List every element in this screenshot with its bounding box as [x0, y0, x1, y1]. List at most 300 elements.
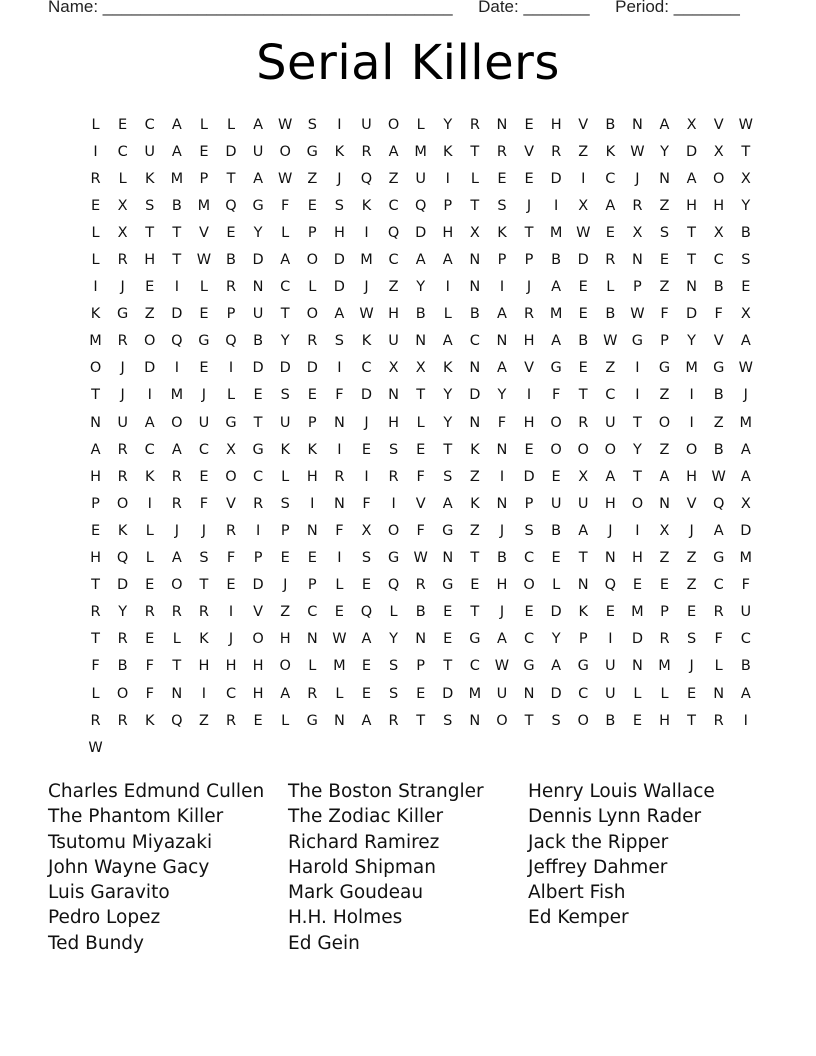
grid-letter: M: [685, 360, 698, 377]
grid-letter: W: [630, 143, 645, 160]
grid-letter: B: [605, 116, 616, 133]
grid-letter: C: [225, 685, 237, 702]
grid-letter: Y: [443, 414, 453, 431]
grid-letter: Q: [171, 712, 183, 729]
grid-letter: A: [280, 252, 291, 269]
grid-letter: U: [361, 116, 372, 133]
grid-letter: A: [740, 685, 751, 702]
grid-letter: V: [253, 604, 264, 621]
grid-letter: I: [93, 279, 98, 296]
grid-letter: N: [496, 495, 508, 512]
grid-letter: A: [361, 631, 372, 648]
grid-letter: O: [658, 414, 671, 431]
grid-letter: R: [117, 631, 128, 648]
grid-letter: P: [307, 577, 317, 594]
grid-letter: J: [689, 658, 694, 675]
grid-letter: X: [713, 224, 724, 241]
grid-letter: A: [496, 360, 507, 377]
grid-letter: T: [145, 224, 155, 241]
period-field-label: Period: _______: [615, 0, 740, 16]
word-bank-item: Luis Garavito: [48, 882, 170, 904]
grid-letter: I: [337, 116, 342, 133]
grid-letter: F: [416, 468, 425, 485]
grid-letter: E: [361, 658, 372, 675]
grid-letter: N: [496, 333, 508, 350]
grid-letter: T: [91, 577, 100, 594]
grid-letter: L: [91, 224, 100, 241]
grid-letter: S: [280, 495, 290, 512]
grid-letter: N: [388, 387, 399, 404]
grid-letter: B: [415, 306, 426, 323]
grid-letter: S: [388, 685, 399, 702]
grid-letter: L: [199, 116, 208, 133]
grid-letter: Q: [414, 197, 427, 214]
word-bank-item: H.H. Holmes: [288, 907, 403, 929]
grid-letter: H: [442, 224, 454, 241]
grid-letter: T: [470, 197, 480, 214]
grid-letter: O: [550, 441, 562, 458]
grid-letter: Q: [360, 170, 373, 187]
grid-letter: N: [577, 577, 589, 594]
grid-letter: J: [283, 577, 288, 594]
word-bank-item: The Phantom Killer: [48, 806, 224, 828]
grid-letter: Y: [416, 279, 426, 296]
grid-letter: S: [334, 197, 344, 214]
grid-letter: K: [443, 143, 453, 160]
grid-letter: E: [524, 170, 534, 187]
grid-letter: T: [470, 550, 480, 567]
grid-letter: I: [499, 279, 505, 296]
grid-letter: U: [740, 604, 752, 621]
grid-letter: R: [307, 685, 318, 702]
grid-letter: N: [333, 495, 345, 512]
grid-letter: X: [659, 522, 670, 539]
grid-letter: D: [686, 143, 698, 160]
page-title: Serial Killers: [256, 35, 560, 91]
grid-letter: M: [631, 604, 644, 621]
grid-letter: C: [469, 333, 480, 350]
grid-letter: H: [90, 550, 101, 567]
grid-letter: Q: [360, 604, 373, 621]
grid-letter: R: [388, 712, 399, 729]
grid-letter: L: [91, 685, 100, 702]
grid-letter: O: [116, 685, 129, 702]
grid-letter: K: [280, 441, 290, 458]
grid-letter: E: [361, 577, 372, 594]
grid-letter: B: [415, 604, 426, 621]
grid-letter: X: [117, 224, 128, 241]
grid-letter: F: [335, 522, 344, 539]
grid-letter: U: [577, 495, 589, 512]
grid-letter: C: [144, 116, 155, 133]
grid-letter: Q: [712, 495, 725, 512]
grid-letter: N: [90, 414, 101, 431]
grid-letter: W: [88, 739, 103, 756]
grid-letter: F: [335, 387, 344, 404]
grid-letter: J: [120, 387, 125, 404]
grid-letter: H: [388, 414, 400, 431]
grid-letter: W: [603, 333, 618, 350]
grid-letter: S: [280, 387, 290, 404]
grid-letter: P: [226, 306, 236, 323]
grid-letter: H: [225, 658, 237, 675]
grid-letter: U: [388, 333, 399, 350]
grid-letter: W: [278, 116, 293, 133]
grid-letter: I: [255, 522, 261, 539]
grid-letter: J: [499, 604, 505, 621]
grid-letter: U: [550, 495, 562, 512]
grid-letter: U: [198, 414, 210, 431]
grid-letter: Z: [388, 279, 399, 296]
grid-letter: E: [226, 224, 236, 241]
grid-letter: E: [524, 441, 534, 458]
grid-letter: C: [253, 468, 264, 485]
grid-letter: R: [713, 604, 724, 621]
grid-letter: T: [199, 577, 209, 594]
grid-letter: V: [226, 495, 236, 512]
grid-letter: L: [281, 712, 290, 729]
grid-letter: T: [524, 712, 534, 729]
grid-letter: H: [523, 333, 535, 350]
grid-letter: C: [388, 197, 399, 214]
grid-letter: Z: [578, 143, 589, 160]
grid-letter: T: [253, 414, 263, 431]
grid-letter: S: [388, 441, 399, 458]
grid-letter: U: [605, 414, 616, 431]
grid-letter: I: [689, 387, 694, 404]
grid-letter: I: [635, 387, 640, 404]
name-field-label: Name: _____________________________________: [48, 0, 453, 16]
grid-letter: I: [445, 170, 450, 187]
grid-letter: U: [415, 170, 426, 187]
grid-letter: A: [496, 306, 507, 323]
grid-letter: M: [658, 658, 671, 675]
grid-letter: V: [578, 116, 589, 133]
grid-letter: J: [526, 279, 532, 296]
grid-letter: A: [496, 631, 507, 648]
grid-letter: D: [117, 577, 129, 594]
grid-letter: K: [144, 170, 155, 187]
grid-letter: B: [605, 712, 616, 729]
grid-letter: T: [578, 387, 588, 404]
grid-letter: O: [116, 495, 129, 512]
grid-letter: Q: [225, 333, 237, 350]
grid-letter: H: [713, 197, 725, 214]
grid-letter: E: [90, 522, 101, 539]
grid-letter: E: [470, 577, 480, 594]
grid-letter: C: [307, 604, 318, 621]
grid-letter: K: [117, 522, 128, 539]
grid-letter: R: [171, 604, 182, 621]
grid-letter: I: [228, 360, 234, 377]
grid-letter: M: [549, 306, 563, 323]
grid-letter: L: [91, 252, 100, 269]
grid-letter: D: [333, 252, 345, 269]
grid-letter: O: [496, 712, 508, 729]
grid-letter: H: [198, 658, 210, 675]
grid-letter: F: [362, 495, 371, 512]
grid-letter: L: [335, 685, 344, 702]
grid-letter: E: [443, 631, 453, 648]
grid-letter: W: [359, 306, 374, 323]
grid-letter: P: [253, 550, 263, 567]
grid-letter: N: [469, 414, 481, 431]
grid-letter: N: [686, 279, 698, 296]
grid-letter: G: [713, 360, 725, 377]
grid-letter: E: [307, 197, 317, 214]
grid-letter: O: [279, 143, 291, 160]
grid-letter: A: [551, 658, 562, 675]
grid-letter: L: [145, 550, 154, 567]
grid-letter: B: [713, 387, 724, 404]
grid-letter: E: [199, 468, 209, 485]
grid-letter: T: [172, 252, 182, 269]
grid-letter: S: [145, 197, 155, 214]
grid-letter: I: [743, 712, 748, 729]
grid-letter: E: [659, 252, 670, 269]
grid-letter: K: [443, 360, 453, 377]
grid-letter: T: [172, 658, 182, 675]
grid-letter: U: [279, 414, 291, 431]
word-bank-item: John Wayne Gacy: [48, 856, 210, 878]
grid-letter: R: [605, 252, 616, 269]
grid-letter: C: [740, 631, 751, 648]
grid-letter: L: [714, 658, 723, 675]
grid-letter: L: [226, 387, 236, 404]
grid-letter: A: [253, 170, 264, 187]
grid-letter: R: [578, 414, 589, 431]
grid-letter: G: [252, 197, 264, 214]
grid-letter: Y: [632, 441, 642, 458]
word-bank-item: Jeffrey Dahmer: [528, 856, 668, 878]
grid-letter: I: [635, 522, 640, 539]
grid-letter: E: [497, 170, 507, 187]
grid-letter: Z: [144, 306, 155, 323]
grid-letter: I: [689, 414, 694, 431]
grid-letter: A: [442, 333, 453, 350]
grid-letter: R: [469, 116, 480, 133]
grid-letter: K: [199, 631, 209, 648]
grid-letter: T: [226, 170, 236, 187]
grid-letter: T: [470, 143, 480, 160]
grid-letter: A: [713, 522, 724, 539]
grid-letter: D: [279, 360, 291, 377]
grid-letter: J: [228, 631, 234, 648]
grid-letter: Z: [659, 550, 670, 567]
grid-letter: S: [659, 224, 670, 241]
grid-letter: A: [361, 712, 372, 729]
grid-letter: A: [415, 252, 426, 269]
word-bank-item: Dennis Lynn Rader: [528, 806, 702, 828]
grid-letter: Y: [443, 387, 453, 404]
grid-letter: O: [685, 441, 698, 458]
grid-letter: N: [659, 170, 670, 187]
grid-letter: O: [387, 116, 400, 133]
grid-letter: B: [496, 550, 507, 567]
grid-letter: I: [201, 685, 207, 702]
grid-letter: B: [740, 658, 751, 675]
grid-letter: R: [225, 712, 237, 729]
grid-letter: R: [171, 468, 182, 485]
grid-letter: E: [361, 441, 372, 458]
grid-letter: E: [307, 550, 317, 567]
grid-letter: A: [442, 252, 453, 269]
grid-letter: L: [172, 631, 181, 648]
grid-letter: Q: [387, 224, 400, 241]
grid-letter: I: [364, 468, 369, 485]
grid-letter: N: [469, 252, 481, 269]
grid-letter: F: [551, 387, 561, 404]
grid-letter: E: [551, 550, 561, 567]
grid-letter: W: [630, 306, 645, 323]
grid-letter: W: [711, 468, 726, 485]
grid-letter: D: [252, 360, 264, 377]
grid-letter: C: [523, 631, 535, 648]
grid-letter: O: [306, 306, 318, 323]
grid-letter: M: [414, 143, 427, 160]
grid-letter: C: [117, 143, 128, 160]
grid-letter: P: [524, 252, 534, 269]
grid-letter: I: [228, 604, 234, 621]
grid-letter: Z: [659, 387, 670, 404]
word-bank-item: Ted Bundy: [48, 932, 144, 954]
grid-letter: N: [171, 685, 183, 702]
grid-letter: R: [117, 468, 128, 485]
grid-letter: L: [308, 658, 317, 675]
grid-letter: Y: [118, 604, 128, 621]
grid-letter: J: [120, 360, 125, 377]
grid-letter: S: [388, 658, 399, 675]
grid-letter: Q: [171, 333, 183, 350]
grid-letter: O: [252, 631, 264, 648]
grid-letter: Y: [443, 116, 453, 133]
grid-letter: A: [90, 441, 101, 458]
grid-letter: H: [686, 468, 698, 485]
grid-letter: S: [334, 333, 344, 350]
grid-letter: D: [577, 252, 589, 269]
grid-letter: L: [335, 577, 344, 594]
grid-letter: N: [333, 712, 345, 729]
grid-letter: E: [632, 577, 642, 594]
grid-letter: A: [578, 522, 589, 539]
grid-letter: T: [416, 712, 426, 729]
grid-letter: V: [524, 143, 534, 160]
grid-letter: F: [660, 306, 669, 323]
grid-letter: A: [740, 441, 751, 458]
grid-letter: Y: [253, 224, 263, 241]
grid-letter: A: [605, 468, 616, 485]
grid-letter: A: [334, 306, 345, 323]
grid-letter: D: [740, 522, 752, 539]
grid-letter: E: [687, 685, 697, 702]
grid-letter: R: [361, 143, 372, 160]
grid-letter: T: [687, 712, 697, 729]
grid-letter: Z: [659, 441, 670, 458]
grid-letter: E: [416, 441, 426, 458]
grid-letter: G: [442, 577, 454, 594]
grid-letter: N: [496, 441, 508, 458]
grid-letter: L: [416, 414, 425, 431]
grid-letter: J: [337, 170, 342, 187]
grid-letter: J: [608, 522, 613, 539]
grid-letter: F: [199, 495, 209, 512]
grid-letter: Z: [307, 170, 318, 187]
grid-letter: L: [199, 279, 208, 296]
grid-letter: M: [333, 658, 346, 675]
grid-letter: Y: [551, 631, 561, 648]
grid-letter: K: [497, 224, 507, 241]
grid-letter: J: [364, 414, 369, 431]
grid-letter: B: [253, 333, 264, 350]
grid-letter: A: [171, 441, 182, 458]
grid-letter: D: [306, 360, 318, 377]
grid-letter: R: [117, 252, 128, 269]
grid-letter: S: [741, 252, 751, 269]
grid-letter: E: [578, 279, 588, 296]
grid-letter: X: [578, 468, 589, 485]
grid-letter: M: [739, 550, 753, 567]
grid-letter: O: [523, 577, 535, 594]
grid-letter: G: [550, 360, 562, 377]
grid-letter: O: [550, 414, 562, 431]
grid-letter: A: [442, 495, 453, 512]
grid-letter: R: [90, 604, 101, 621]
grid-letter: T: [470, 604, 480, 621]
grid-letter: B: [713, 279, 724, 296]
grid-letter: B: [551, 522, 562, 539]
grid-letter: M: [170, 387, 184, 404]
grid-letter: O: [144, 333, 156, 350]
grid-letter: Y: [741, 197, 751, 214]
grid-letter: Y: [660, 143, 669, 160]
grid-letter: C: [388, 252, 399, 269]
grid-letter: I: [337, 360, 342, 377]
grid-letter: E: [280, 550, 290, 567]
grid-letter: R: [659, 631, 670, 648]
grid-letter: H: [333, 224, 345, 241]
grid-letter: X: [361, 522, 372, 539]
grid-letter: E: [334, 604, 344, 621]
grid-letter: I: [310, 495, 315, 512]
grid-letter: I: [608, 631, 613, 648]
grid-letter: K: [470, 441, 480, 458]
grid-letter: A: [740, 468, 751, 485]
grid-letter: A: [171, 550, 182, 567]
grid-letter: E: [145, 577, 155, 594]
grid-letter: L: [443, 306, 452, 323]
grid-letter: D: [252, 252, 264, 269]
grid-letter: A: [605, 197, 616, 214]
grid-letter: R: [632, 197, 643, 214]
grid-letter: O: [577, 441, 589, 458]
grid-letter: N: [469, 712, 481, 729]
grid-letter: G: [117, 306, 129, 323]
grid-letter: R: [90, 712, 101, 729]
grid-letter: C: [361, 360, 372, 377]
grid-letter: L: [308, 279, 317, 296]
grid-letter: U: [252, 306, 264, 323]
grid-letter: T: [687, 224, 697, 241]
grid-letter: K: [307, 441, 318, 458]
grid-letter: G: [577, 658, 589, 675]
grid-letter: O: [387, 522, 400, 539]
grid-letter: D: [550, 170, 562, 187]
grid-letter: L: [660, 685, 669, 702]
grid-letter: N: [252, 279, 264, 296]
grid-letter: W: [332, 631, 347, 648]
grid-letter: R: [144, 604, 155, 621]
grid-letter: S: [687, 631, 697, 648]
